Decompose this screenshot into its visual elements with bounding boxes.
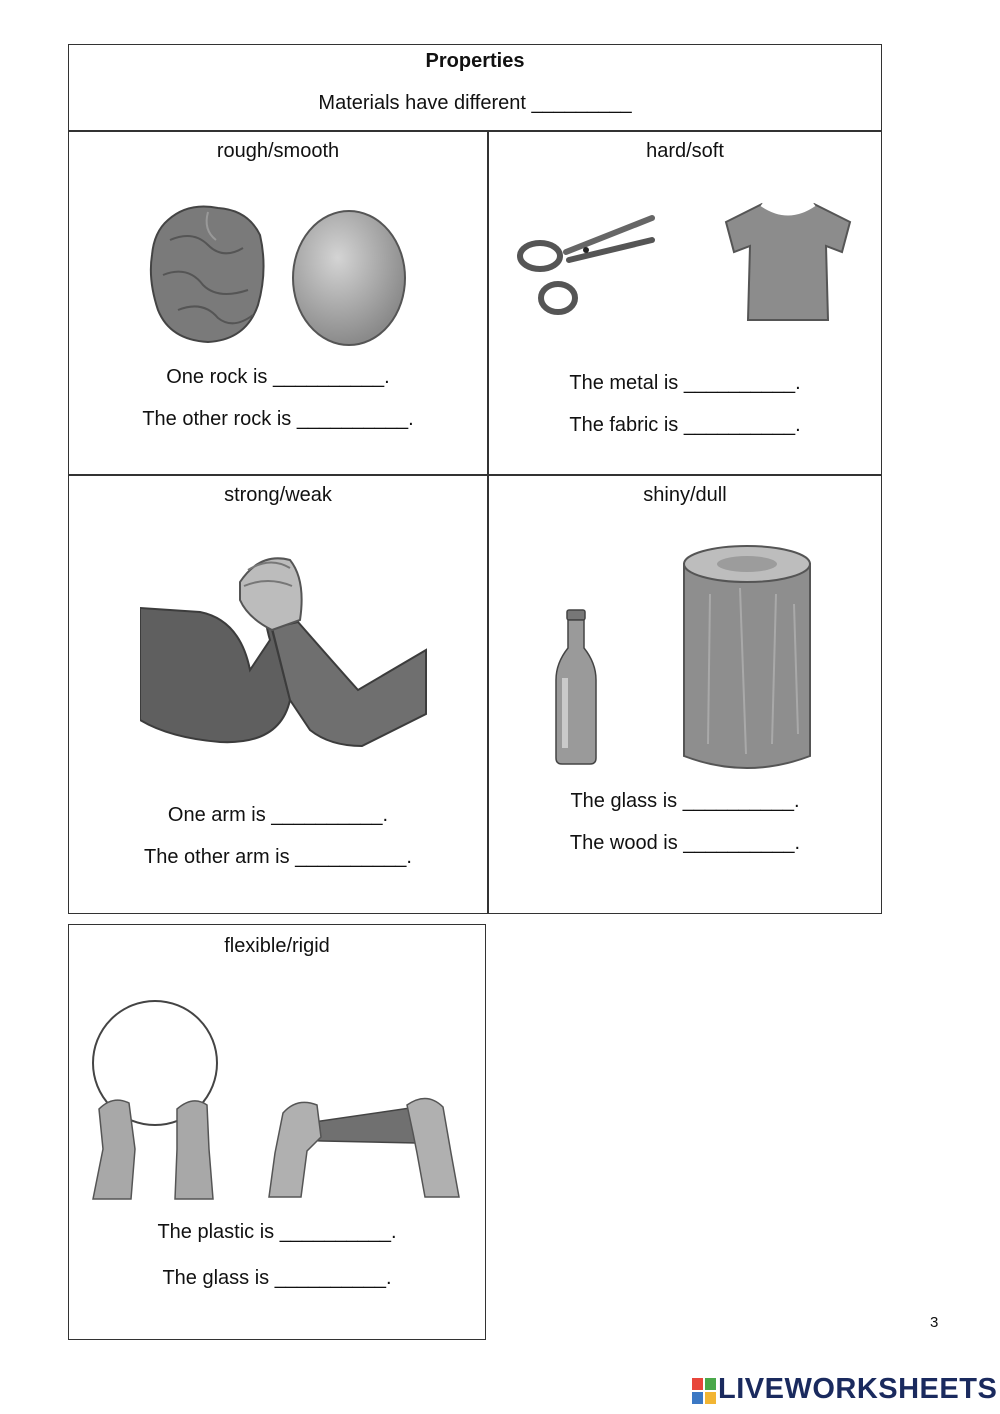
rigid-glass-rod-icon: [267, 1093, 463, 1205]
blank-line-2[interactable]: The other arm is __________.: [144, 846, 412, 868]
cell-heading: strong/weak: [224, 484, 332, 506]
blank-line-2[interactable]: The glass is __________.: [162, 1267, 392, 1289]
rough-rock-icon: [148, 200, 268, 345]
page-subtitle: Materials have different _________: [318, 92, 632, 114]
cell-heading: rough/smooth: [216, 140, 340, 162]
page-title: Properties: [425, 50, 525, 72]
cell-rough-smooth: [68, 130, 488, 474]
cell-hard-soft: [488, 130, 882, 474]
blank-line-1[interactable]: The glass is __________.: [570, 790, 800, 812]
cell-heading: shiny/dull: [643, 484, 727, 506]
scissors-icon: [514, 212, 656, 318]
cell-heading: flexible/rigid: [224, 935, 330, 957]
blank-line-1[interactable]: The plastic is __________.: [157, 1221, 397, 1243]
page-number: 3: [930, 1314, 939, 1331]
cell-heading: hard/soft: [646, 140, 724, 162]
smooth-rock-icon: [290, 208, 408, 348]
blank-line-1[interactable]: One arm is __________.: [167, 804, 389, 826]
t-shirt-icon: [722, 200, 854, 324]
blank-line-2[interactable]: The other rock is __________.: [142, 408, 414, 430]
glass-bottle-icon: [552, 608, 600, 766]
brand-name[interactable]: LIVEWORKSHEETS: [718, 1373, 998, 1405]
arm-wrestling-icon: [140, 550, 430, 750]
wood-log-icon: [680, 544, 814, 776]
blank-line-2[interactable]: The wood is __________.: [569, 832, 801, 854]
liveworksheets-logo-icon: [692, 1378, 716, 1404]
blank-line-1[interactable]: One rock is __________.: [166, 366, 390, 388]
blank-line-2[interactable]: The fabric is __________.: [569, 414, 801, 436]
cell-flexible-rigid: [68, 924, 486, 1340]
bent-plastic-hoop-icon: [89, 999, 229, 1205]
blank-line-1[interactable]: The metal is __________.: [569, 372, 801, 394]
cell-strong-weak: [68, 474, 488, 914]
cell-shiny-dull: [488, 474, 882, 914]
